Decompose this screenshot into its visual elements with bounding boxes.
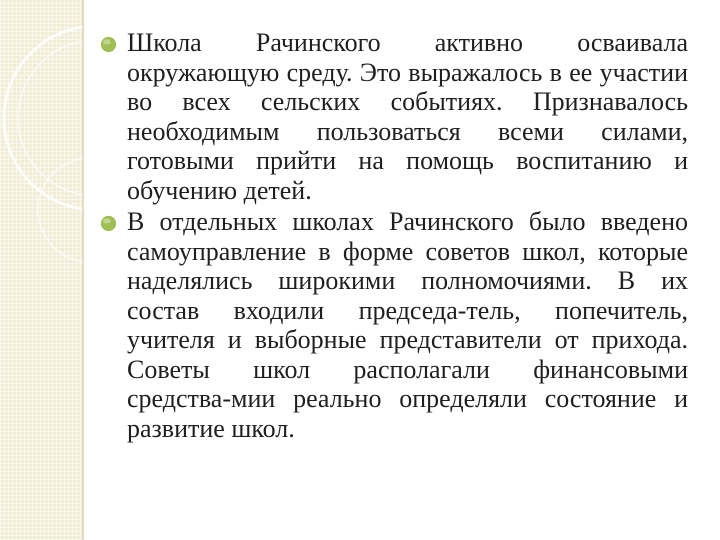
bullet-text: Школа Рачинского активно осваивала окружающую среду. Это выражалось в ее участии во всех сельских событиях. Признавалось необходимым пользоваться всеми силами, готовыми прийти на помощь воспитанию и обучению детей. (127, 28, 688, 205)
bullet-item-1 (100, 28, 688, 205)
slide-content (100, 28, 688, 445)
bullet-icon (100, 215, 117, 232)
bullet-item-2 (100, 207, 688, 443)
bullet-text: В отдельных школах Рачинского было введено самоуправление в форме советов школ, которые наделялись широкими полномочиями. В их состав входили председа-тель, попечитель, учителя и выборные представители от прихода. Советы школ располагали финансовыми средства-мии реально определяли состояние и развитие школ. (127, 207, 688, 443)
panel-divider (82, 0, 84, 540)
bullet-icon (100, 36, 117, 53)
decorative-side-panel (0, 0, 82, 540)
decorative-circles (0, 0, 82, 540)
